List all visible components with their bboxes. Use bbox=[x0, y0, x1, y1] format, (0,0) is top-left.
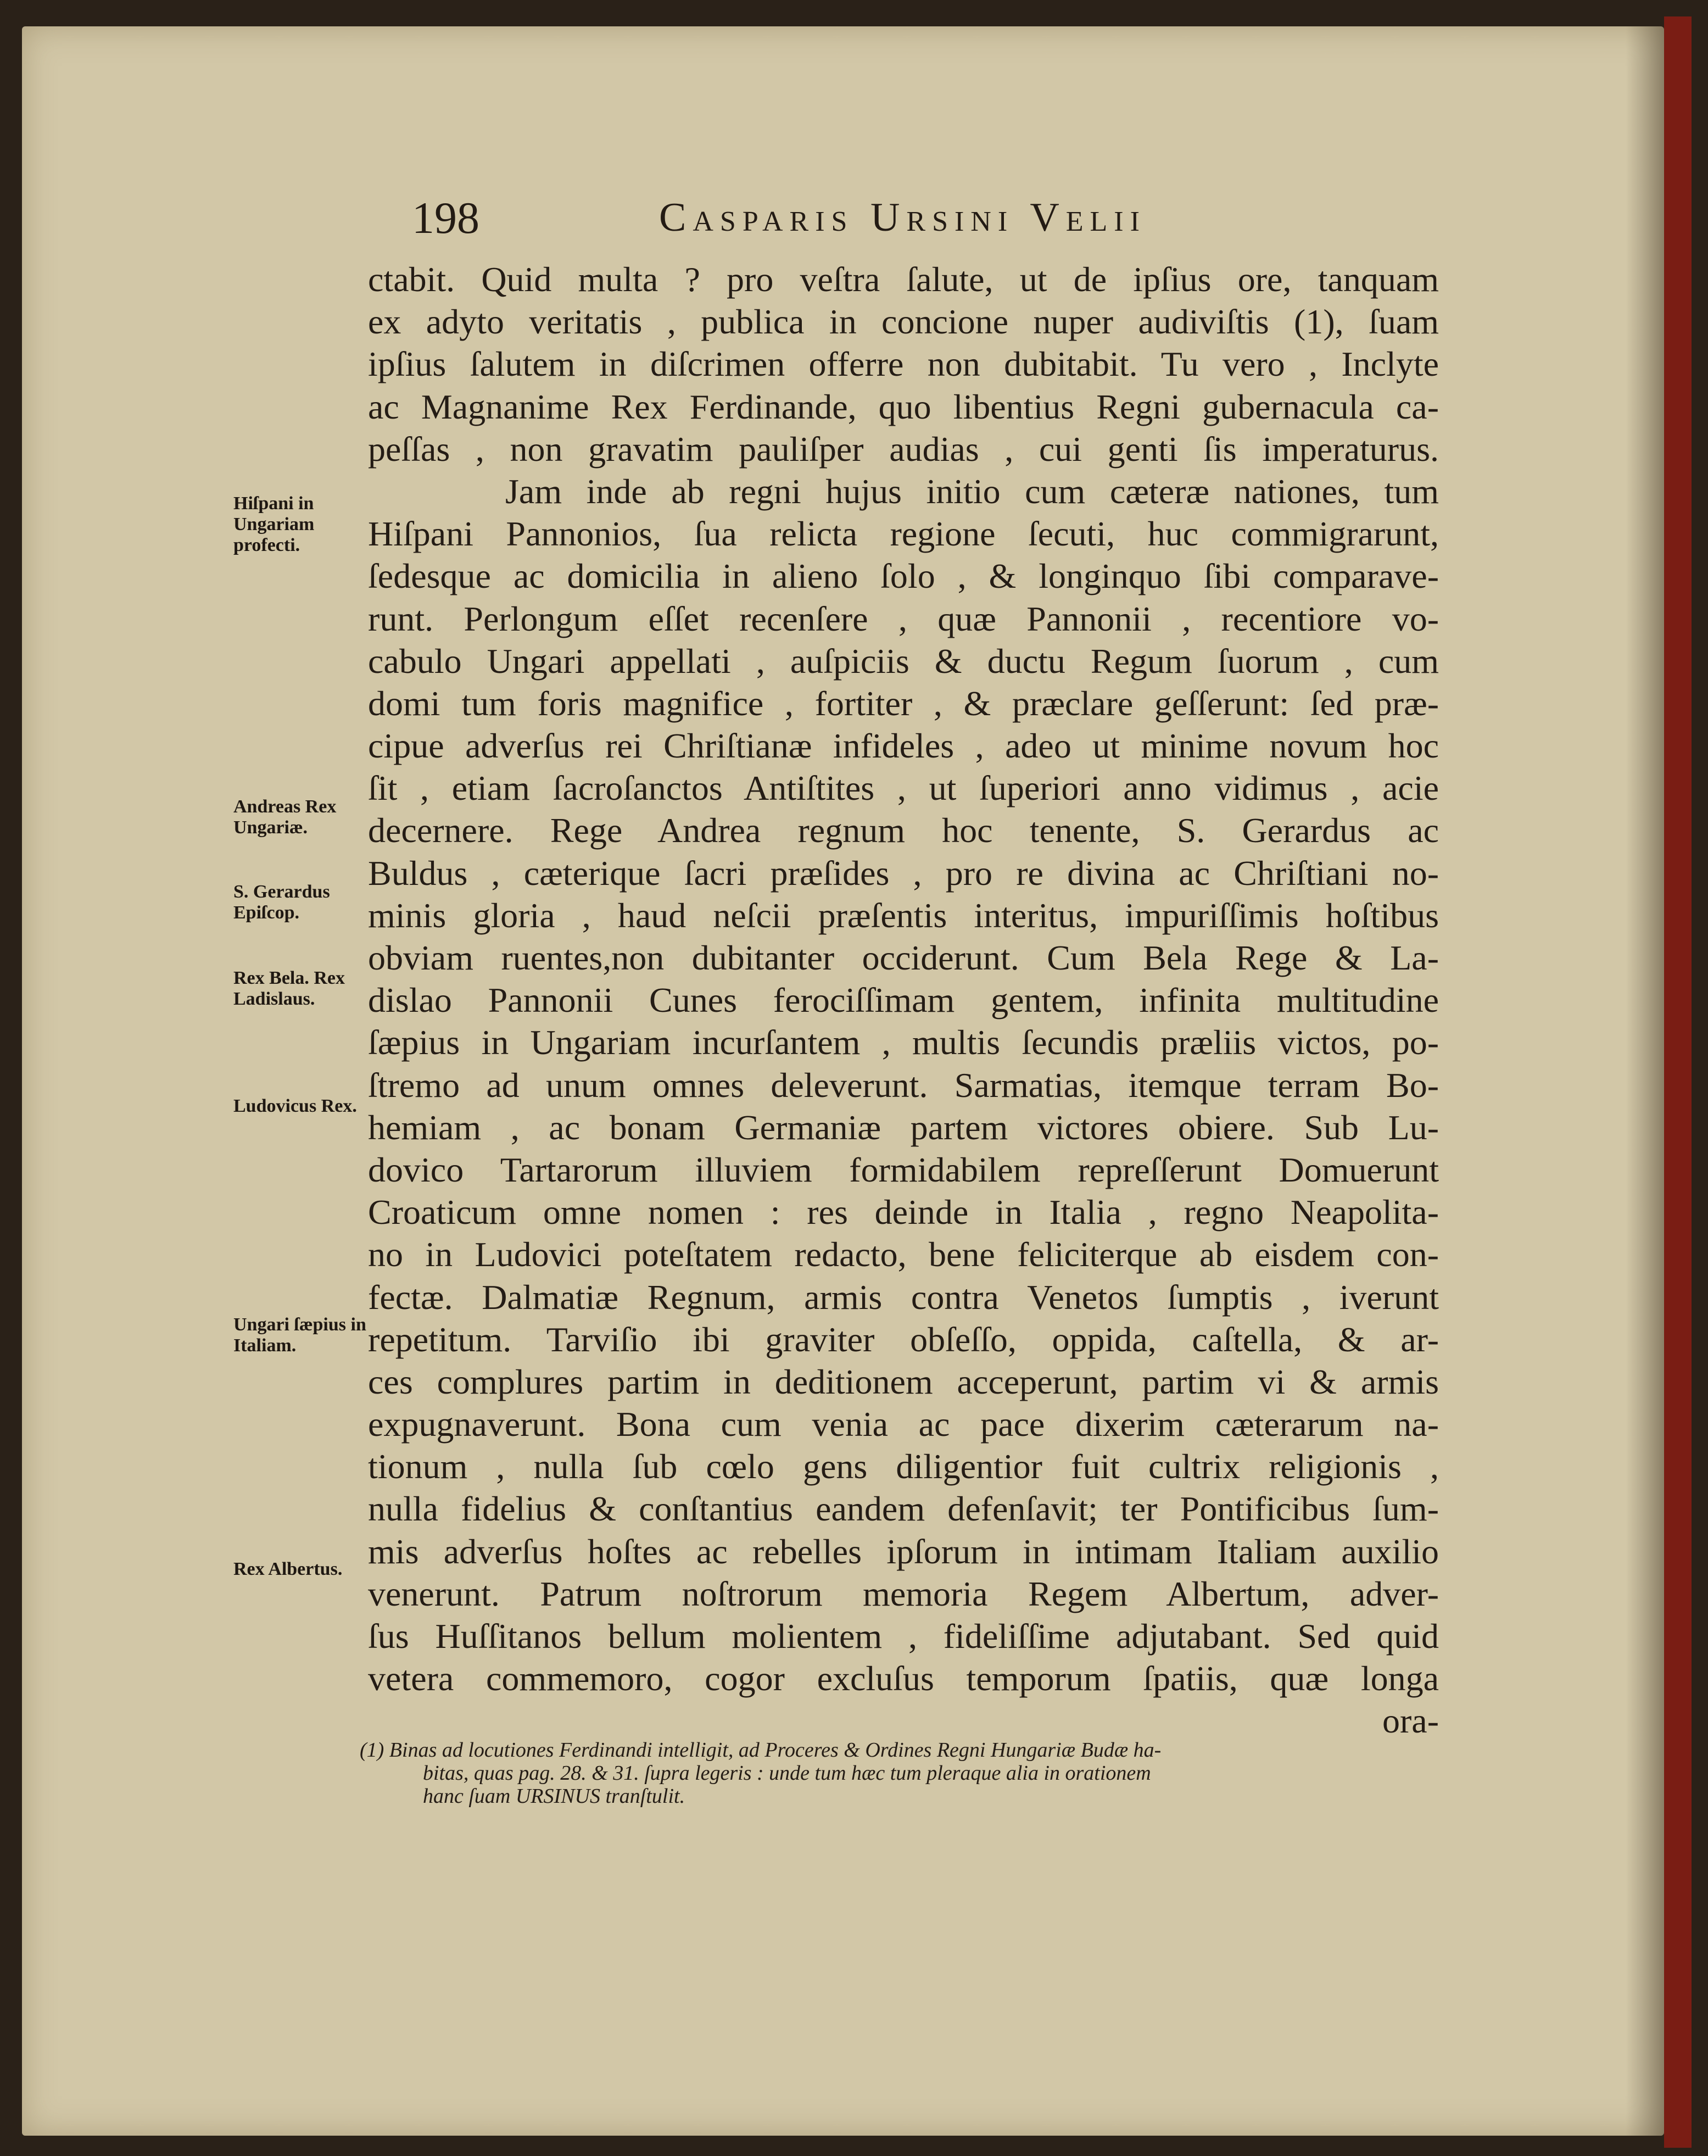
footnote-line: bitas, quas pag. 28. & 31. ſupra legeris : unde tum hæc tum pleraque alia in orationem bbox=[423, 1762, 1151, 1785]
margin-note: Ludovicus Rex. bbox=[233, 1096, 357, 1116]
text-line: obviam ruentes,non dubitanter occiderunt. Cum Bela Rege & La- bbox=[368, 938, 1439, 977]
text-line: decernere. Rege Andrea regnum hoc tenente, S. Gerardus ac bbox=[368, 811, 1439, 850]
margin-note: Andreas Rex Ungariæ. bbox=[233, 796, 337, 838]
text-line: nulla fidelius & conſtantius eandem defenſavit; ter Pontificibus ſum- bbox=[368, 1489, 1439, 1529]
page-header bbox=[412, 192, 1291, 258]
text-line: domi tum foris magnifice , fortiter , & præclare geſſerunt: ſed præ- bbox=[368, 683, 1439, 723]
text-line: ſtremo ad unum omnes deleverunt. Sarmatias, itemque terram Bo- bbox=[368, 1065, 1439, 1105]
margin-note: Ungari ſæpius in Italiam. bbox=[233, 1314, 366, 1356]
text-line: Buldus , cæterique ſacri præſides , pro re divina ac Chriſtiani no- bbox=[368, 853, 1439, 893]
margin-note: Hiſpani in Ungariam profecti. bbox=[233, 493, 315, 555]
catchword: ora- bbox=[1382, 1701, 1439, 1741]
text-line: mis adverſus hoſtes ac rebelles ipſorum in intimam Italiam auxilio bbox=[368, 1531, 1439, 1571]
main-text-block bbox=[368, 258, 1439, 1742]
text-line: venerunt. Patrum noſtrorum memoria Regem Albertum, adver- bbox=[368, 1574, 1439, 1613]
text-line: dovico Tartarorum illuviem formidabilem repreſſerunt Domuerunt bbox=[368, 1150, 1439, 1189]
text-line: Hiſpani Pannonios, ſua relicta regione ſecuti, huc commigrarunt, bbox=[368, 514, 1439, 554]
gutter-shadow bbox=[1626, 26, 1664, 2136]
page-number: 198 bbox=[412, 193, 479, 243]
margin-note: S. Gerardus Epiſcop. bbox=[233, 882, 330, 923]
text-line: dislao Pannonii Cunes ferociſſimam gentem, infinita multitudine bbox=[368, 980, 1439, 1020]
text-line: ſedesque ac domicilia in alieno ſolo , & longinquo ſibi comparave- bbox=[368, 556, 1439, 596]
text-line: cabulo Ungari appellati , auſpiciis & ductu Regum ſuorum , cum bbox=[368, 641, 1439, 681]
text-line: ipſius ſalutem in diſcrimen offerre non dubitabit. Tu vero , Inclyte bbox=[368, 344, 1439, 384]
footnote-line: hanc ſuam URSINUS tranſtulit. bbox=[423, 1785, 685, 1808]
text-line: expugnaverunt. Bona cum venia ac pace dixerim cæterarum na- bbox=[368, 1405, 1439, 1444]
text-line: ac Magnanime Rex Ferdinande, quo libentius Regni gubernacula ca- bbox=[368, 387, 1439, 426]
text-line: ſit , etiam ſacroſanctos Antiſtites , ut ſuperiori anno vidimus , acie bbox=[368, 768, 1439, 808]
margin-note: Rex Albertus. bbox=[233, 1559, 343, 1579]
text-line: ſus Huſſitanos bellum molientem , fideliſſime adjutabant. Sed quid bbox=[368, 1617, 1439, 1656]
adjacent-page-edge bbox=[1664, 16, 1692, 2148]
text-line: repetitum. Tarviſio ibi graviter obſeſſo, oppida, caſtella, & ar- bbox=[368, 1319, 1439, 1359]
footnote-line: (1) Binas ad locutiones Ferdinandi intelligit, ad Proceres & Ordines Regni Hungariæ Budæ ha- bbox=[360, 1739, 1162, 1762]
text-line: Jam inde ab regni hujus initio cum cæteræ nationes, tum bbox=[505, 471, 1439, 511]
footnote bbox=[360, 1739, 1436, 1808]
text-line: vetera commemoro, cogor excluſus temporum ſpatiis, quæ longa bbox=[368, 1659, 1439, 1698]
text-line: ces complures partim in deditionem acceperunt, partim vi & armis bbox=[368, 1362, 1439, 1401]
text-line: ex adyto veritatis , publica in concione nuper audiviſtis (1), ſuam bbox=[368, 302, 1439, 342]
text-line: Croaticum omne nomen : res deinde in Italia , regno Neapolita- bbox=[368, 1193, 1439, 1232]
text-line: no in Ludovici poteſtatem redacto, bene feliciterque ab eisdem con- bbox=[368, 1235, 1439, 1274]
text-line: tionum , nulla ſub cœlo gens diligentior fuit cultrix religionis , bbox=[368, 1447, 1439, 1486]
text-line: ctabit. Quid multa ? pro veſtra ſalute, ut de ipſius ore, tanquam bbox=[368, 260, 1439, 299]
text-line: hemiam , ac bonam Germaniæ partem victores obiere. Sub Lu- bbox=[368, 1107, 1439, 1147]
text-line: peſſas , non gravatim pauliſper audias , cui genti ſis imperaturus. bbox=[368, 429, 1439, 469]
text-line: cipue adverſus rei Chriſtianæ infideles , adeo ut minime novum hoc bbox=[368, 726, 1439, 766]
text-line: fectæ. Dalmatiæ Regnum, armis contra Venetos ſumptis , iverunt bbox=[368, 1277, 1439, 1317]
text-line: minis gloria , haud neſcii præſentis interitus, impuriſſimis hoſtibus bbox=[368, 895, 1439, 935]
running-head: Casparis Ursini Velii bbox=[659, 195, 1146, 240]
text-line: ſæpius in Ungariam incurſantem , multis ſecundis præliis victos, po- bbox=[368, 1023, 1439, 1062]
margin-note: Rex Bela. Rex Ladislaus. bbox=[233, 968, 345, 1009]
text-line: runt. Perlongum eſſet recenſere , quæ Pannonii , recentiore vo- bbox=[368, 599, 1439, 638]
